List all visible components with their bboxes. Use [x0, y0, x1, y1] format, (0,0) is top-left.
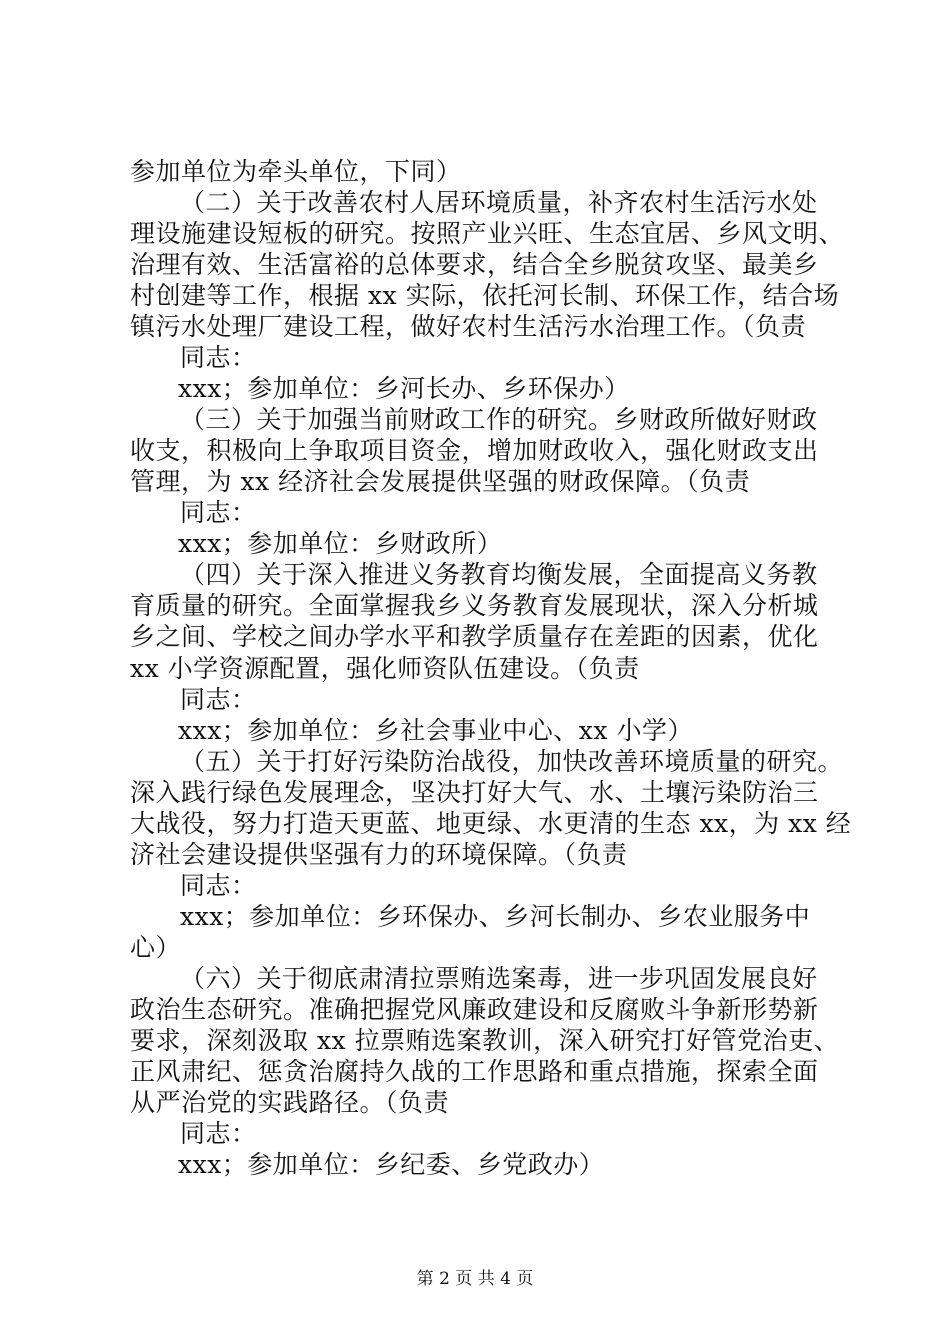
- text-line: 理设施建设短板的研究。按照产业兴旺、生态宜居、乡风文明、: [130, 219, 845, 248]
- text-line: （六）关于彻底肃清拉票贿选案毒，进一步巩固发展良好: [180, 964, 818, 993]
- text-line: xxx；参加单位：乡纪委、乡党政办）: [178, 1150, 605, 1179]
- text-line: 正风肃纪、惩贪治腐持久战的工作思路和重点措施，探索全面: [130, 1057, 819, 1086]
- text-line: 镇污水处理厂建设工程，做好农村生活污水治理工作。（负责: [130, 312, 807, 341]
- text-line: 从严治党的实践路径。（负责: [130, 1088, 450, 1117]
- text-line: 同志：: [180, 1119, 257, 1148]
- text-line: xxx；参加单位：乡河长办、乡环保办）: [178, 374, 630, 403]
- text-line: 深入践行绿色发展理念，坚决打好大气、水、土壤污染防治三: [130, 778, 819, 807]
- text-line: 济社会建设提供坚强有力的环境保障。（负责: [130, 840, 628, 869]
- text-line: xxx；参加单位：乡社会事业中心、xx 小学）: [178, 716, 693, 745]
- text-line: xxx；参加单位：乡财政所）: [178, 529, 503, 558]
- text-line: 参加单位为牵头单位，下同）: [130, 157, 462, 186]
- text-line: 收支，积极向上争取项目资金，增加财政收入，强化财政支出: [130, 436, 819, 465]
- text-line: （二）关于改善农村人居环境质量，补齐农村生活污水处: [180, 188, 818, 217]
- text-line: 育质量的研究。全面掌握我乡义务教育发展现状，深入分析城: [130, 591, 819, 620]
- text-line: 同志：: [180, 685, 257, 714]
- text-line: 乡之间、学校之间办学水平和教学质量存在差距的因素，优化: [130, 622, 819, 651]
- text-line: 同志：: [180, 871, 257, 900]
- text-line: xx 小学资源配置，强化师资队伍建设。（负责: [130, 654, 640, 683]
- text-line: （五）关于打好污染防治战役，加快改善环境质量的研究。: [180, 747, 844, 776]
- text-line: 心）: [130, 933, 182, 962]
- text-line: 同志：: [180, 498, 257, 527]
- text-line: xxx；参加单位：乡环保办、乡河长制办、乡农业服务中: [180, 902, 811, 931]
- text-line: （四）关于深入推进义务教育均衡发展，全面提高义务教: [180, 560, 818, 589]
- text-line: 治理有效、生活富裕的总体要求，结合全乡脱贫攻坚、最美乡: [130, 250, 819, 279]
- text-line: 管理，为 xx 经济社会发展提供坚强的财政保障。（负责: [130, 467, 751, 496]
- text-line: 村创建等工作，根据 xx 实际，依托河长制、环保工作，结合场: [130, 281, 840, 310]
- text-line: （三）关于加强当前财政工作的研究。乡财政所做好财政: [180, 405, 818, 434]
- page-footer: 第 2 页 共 4 页: [416, 1269, 534, 1289]
- text-line: 政治生态研究。准确把握党风廉政建设和反腐败斗争新形势新: [130, 995, 819, 1024]
- text-line: 要求，深刻汲取 xx 拉票贿选案教训，深入研究打好管党治吏、: [130, 1026, 840, 1055]
- text-line: 同志：: [180, 343, 257, 372]
- text-line: 大战役，努力打造天更蓝、地更绿、水更清的生态 xx，为 xx 经: [130, 809, 852, 838]
